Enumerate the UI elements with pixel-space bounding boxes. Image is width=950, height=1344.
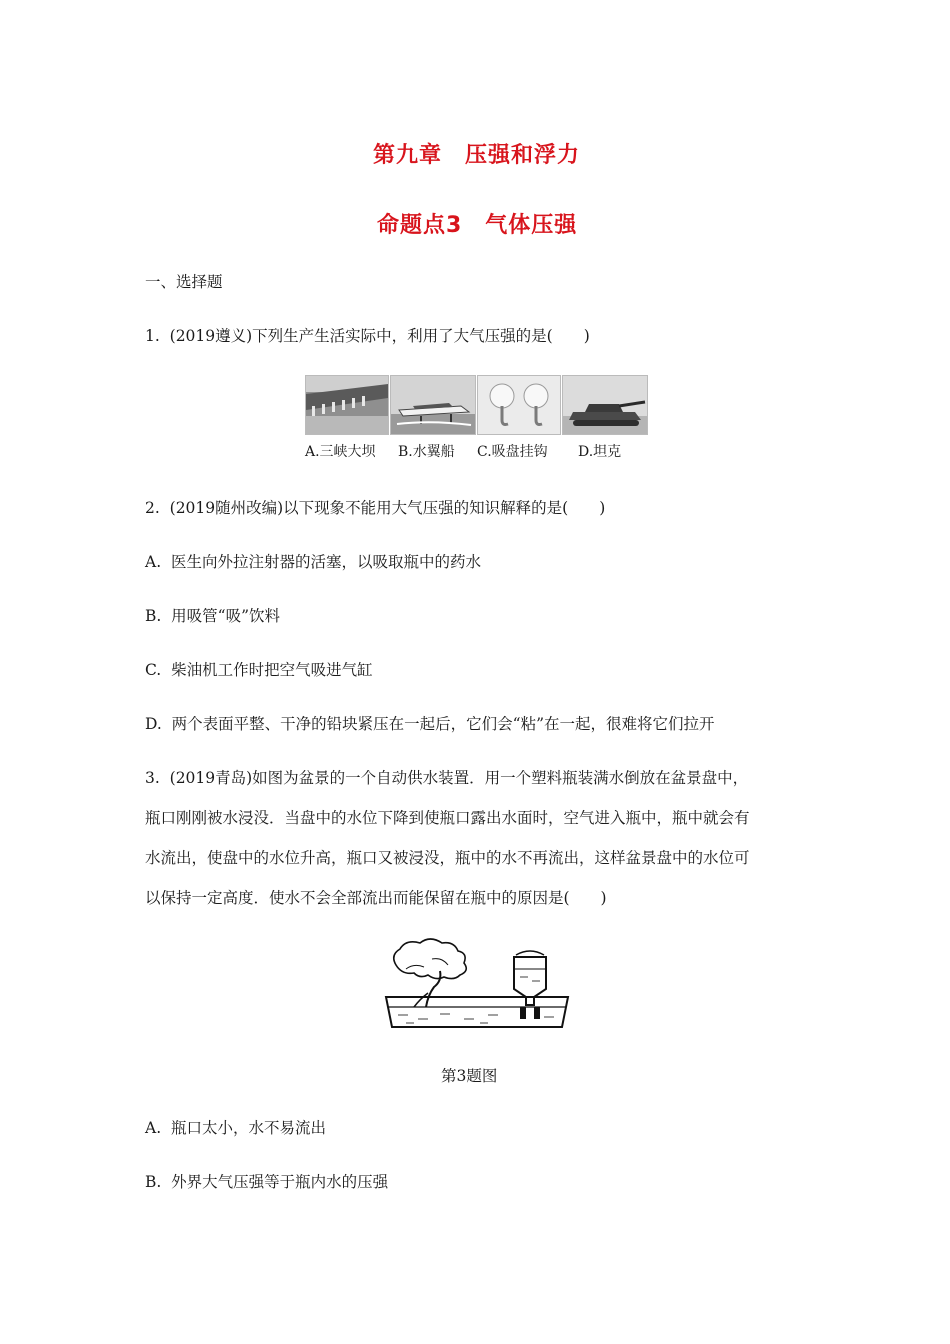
dam-photo xyxy=(305,375,389,435)
q2-option-c: C. 柴油机工作时把空气吸进气缸 xyxy=(145,661,373,679)
question-3-stem-line-1: 3. (2019青岛)如图为盆景的一个自动供水装置．用一个塑料瓶装满水倒放在盆景盘中， xyxy=(145,769,749,787)
bonsai-water-device-figure xyxy=(384,935,570,1030)
q2-option-b: B. 用吸管“吸”饮料 xyxy=(145,607,281,625)
question-1-stem: 1. (2019遵义)下列生产生活实际中，利用了大气压强的是( ) xyxy=(145,327,590,345)
q3-option-a: A. 瓶口太小，水不易流出 xyxy=(145,1119,326,1137)
q1-caption-c: C.吸盘挂钩 xyxy=(477,444,548,460)
tank-photo xyxy=(562,375,648,435)
question-2-stem: 2. (2019随州改编)以下现象不能用大气压强的知识解释的是( ) xyxy=(145,499,606,517)
q3-option-b: B. 外界大气压强等于瓶内水的压强 xyxy=(145,1173,389,1191)
section-title: 命题点3 气体压强 xyxy=(377,213,578,238)
q1-caption-b: B.水翼船 xyxy=(398,444,455,460)
q2-option-d: D. 两个表面平整、干净的铅块紧压在一起后，它们会“粘”在一起，很难将它们拉开 xyxy=(145,715,715,733)
hydrofoil-photo xyxy=(390,375,476,435)
question-3-stem-line-3: 水流出，使盘中的水位升高，瓶口又被浸没，瓶中的水不再流出，这样盆景盘中的水位可 xyxy=(145,849,750,867)
q2-option-a: A. 医生向外拉注射器的活塞，以吸取瓶中的药水 xyxy=(145,553,481,571)
q1-caption-d: D.坦克 xyxy=(578,444,622,460)
q1-caption-a: A.三峡大坝 xyxy=(305,444,376,460)
question-3-stem-line-2: 瓶口刚刚被水浸没．当盘中的水位下降到使瓶口露出水面时，空气进入瓶中，瓶中就会有 xyxy=(145,809,750,827)
chapter-title: 第九章 压强和浮力 xyxy=(373,143,581,168)
figure-3-caption: 第3题图 xyxy=(441,1067,498,1085)
part-heading: 一、选择题 xyxy=(145,273,223,291)
question-3-stem-line-4: 以保持一定高度．使水不会全部流出而能保留在瓶中的原因是( ) xyxy=(145,889,607,907)
suction-hook-photo xyxy=(477,375,561,435)
